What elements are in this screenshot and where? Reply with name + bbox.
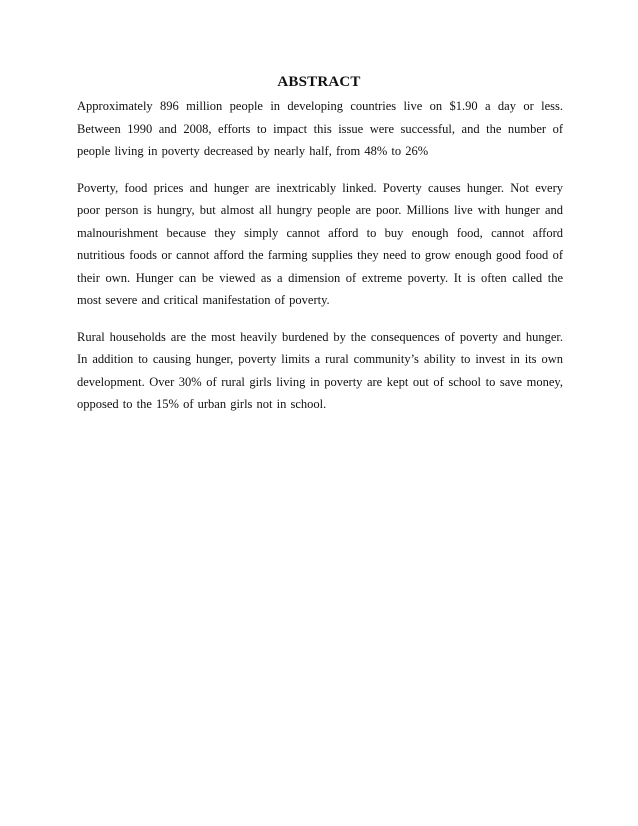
paragraph-rural-households: Rural households are the most heavily burdened by the consequences of poverty and hunger. In addition to causing hunger, poverty limits a rural community’s ability to invest in its own development. Over 30% of rural girls living in poverty are kept out of school to save money, opposed to the 15% of urban girls not in school. [77,329,563,411]
paragraph-poverty-statistics: Approximately 896 million people in developing countries live on $1.90 a day or less. Between 1990 and 2008, efforts to impact this issue were successful, and the number of people living in poverty decreased by nearly half, from 48% to 26% [77,99,563,158]
abstract-title: ABSTRACT [277,74,361,90]
paragraph-poverty-hunger-link: Poverty, food prices and hunger are inextricably linked. Poverty causes hunger. Not every poor person is hungry, but almost all hungry people are poor. Millions live with hunger and malnourishment because they simply cannot afford to buy enough food, cannot afford nutritious foods or cannot afford the farming supplies they need to grow enough good food of their own. Hunger can be viewed as a dimension of extreme poverty. It is often called the most severe and critical manifestation of poverty. [77,180,563,307]
abstract-body [77,95,563,430]
